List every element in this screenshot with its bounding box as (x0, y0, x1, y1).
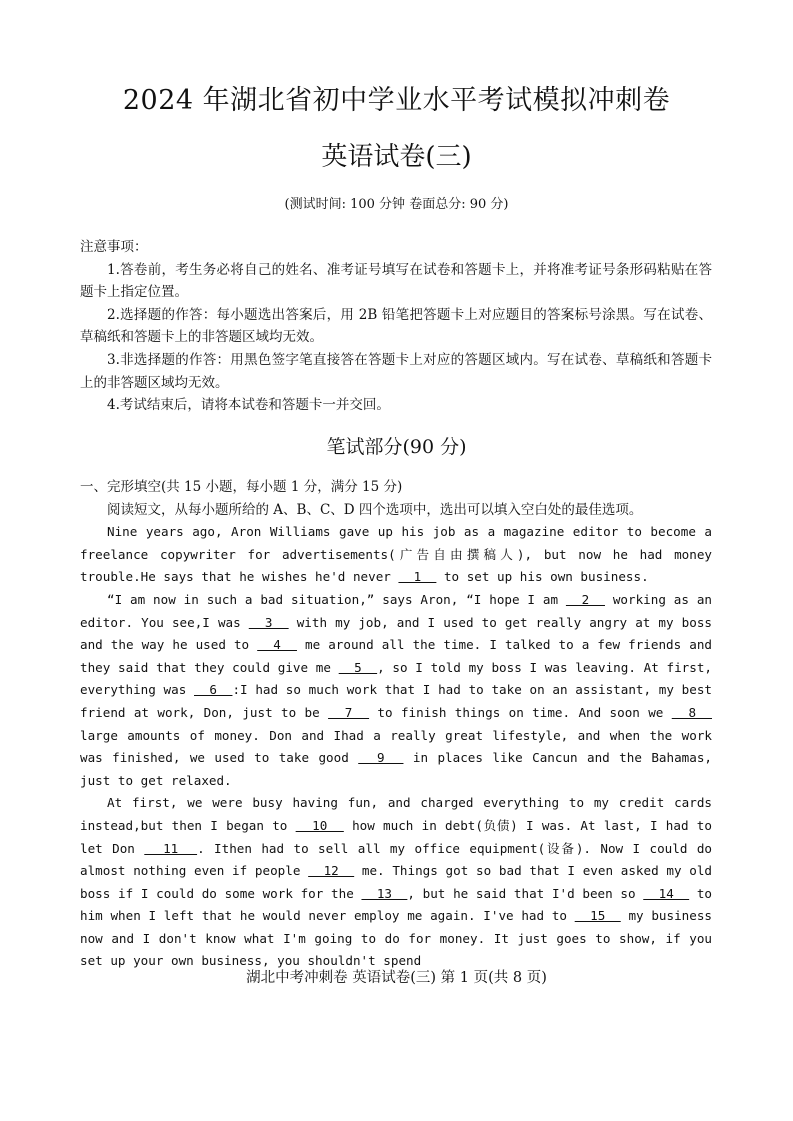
answer-blank: 5 (338, 659, 378, 675)
passage-text: working as an editor. You see,I was (80, 591, 712, 630)
page-footer: 湖北中考冲刺卷 英语试卷(三) 第 1 页(共 8 页) (246, 970, 547, 986)
answer-blank: 7 (328, 704, 370, 720)
note-item-4: 4.考试结束后，请将本试卷和答题卡一并交回。 (107, 397, 390, 414)
answer-blank: 8 (671, 704, 712, 720)
part-instruction: 阅读短文，从每小题所给的 A、B、C、D 四个选项中，选出可以填入空白处的最佳选项。 (107, 501, 643, 518)
answer-blank: 11 (144, 840, 198, 856)
passage-text: At first, we were busy having fun, and charged everything to my credit cards instead,but then I began to (80, 795, 712, 833)
test-info: (测试时间: 100 分钟 卷面总分: 90 分) (284, 197, 509, 212)
answer-blank: 10 (295, 817, 344, 833)
passage-text: me. Things got so bad that I even asked my old boss if I could do some work for the (80, 863, 712, 901)
answer-blank: 6 (194, 682, 233, 698)
passage-text: , but he said that I'd been so (407, 885, 644, 901)
notes-heading: 注意事项： (80, 239, 148, 255)
passage-text: my business now and I don't know what I'm going to do for money. It just goes to show, if you set up your own business, you shouldn't spend (80, 908, 712, 969)
exam-subtitle: 英语试卷(三) (321, 142, 472, 172)
answer-blank: 12 (308, 863, 355, 879)
note-item-2: 2.选择题的作答：每小题选出答案后，用 2B 铅笔把答题卡上对应题目的答案标号涂黑。写在试卷、草稿纸和答题卡上的非答题区域均无效。 (80, 306, 712, 346)
passage-text: large amounts of money. Don and Ihad a really great lifestyle, and when the work was finished, we used to take good (80, 727, 712, 766)
passage-text: me around all the time. I talked to a few friends and they said that they could give me (80, 637, 712, 675)
passage-paragraph-1 (80, 521, 712, 589)
passage-text: to set up his own business. (436, 569, 649, 585)
answer-blank: 1 (398, 569, 437, 585)
exam-title: 2024 年湖北省初中学业水平考试模拟冲刺卷 (122, 85, 671, 116)
answer-blank: 13 (361, 885, 408, 901)
note-item-1: 1.答卷前，考生务必将自己的姓名、准考证号填写在试卷和答题卡上，并将准考证号条形码粘贴在答题卡上指定位置。 (80, 261, 712, 301)
passage-text: how much in debt(负债) I was. At last, I had to let Don (80, 817, 712, 856)
passage-text: to him when I left that he would never employ me again. I've had to (80, 885, 713, 924)
cloze-section (80, 476, 712, 973)
passage-text: to finish things on time. And soon we (369, 704, 672, 720)
passage-text: “I am now in such a bad situation,” says Aron, “I hope I am (107, 591, 566, 607)
passage-paragraph-2 (80, 589, 712, 792)
part-heading: 一、完形填空(共 15 小题，每小题 1 分，满分 15 分) (80, 479, 403, 495)
note-item-3: 3.非选择题的作答：用黑色签字笔直接答在答题卡上对应的答题区域内。写在试卷、草稿纸和答题卡上的非答题区域均无效。 (80, 351, 712, 391)
answer-blank: 14 (643, 885, 690, 901)
notes-section (80, 236, 712, 417)
answer-blank: 4 (257, 637, 297, 653)
passage-text: :I had so much work that I had to take on an assistant, my best friend at work, Don, just to be (80, 682, 712, 720)
passage-text: , so I told my boss I was leaving. At first, everything was (80, 659, 712, 698)
answer-blank: 9 (358, 750, 404, 766)
answer-blank: 2 (565, 591, 605, 607)
passage-paragraph-3 (80, 792, 712, 973)
passage-text: . Ithen had to sell all my office equipment(设备). Now I could do almost nothing even if people (80, 840, 712, 879)
passage-text: Nine years ago, Aron Williams gave up his job as a magazine editor to become a freelance copywriter for advertisements(广告自由撰稿人), but now he had money trouble.He says that he wishes he'd never (80, 524, 712, 585)
passage-text: with my job, and I used to get really angry at my boss and the way he used to (80, 614, 713, 653)
passage-text: in places like Cancun and the Bahamas, just to get relaxed. (80, 750, 713, 788)
answer-blank: 15 (574, 908, 621, 924)
section-title: 笔试部分(90 分) (326, 436, 467, 458)
answer-blank: 3 (248, 614, 289, 630)
